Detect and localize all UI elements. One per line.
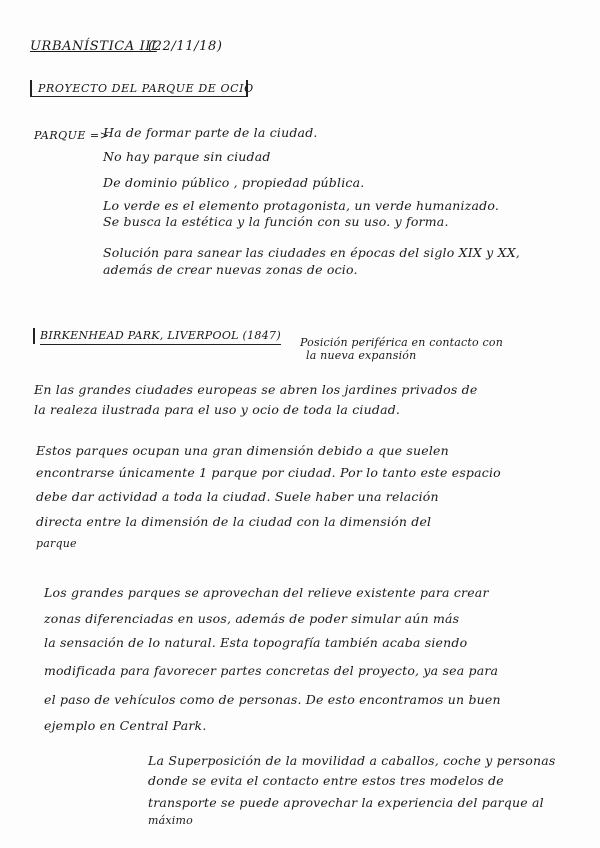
section-title: PROYECTO DEL PARQUE DE OCIO: [38, 82, 254, 95]
parque-line-4: Lo verde es el elemento protagonista, un verde humanizado.: [103, 198, 500, 213]
birkenhead-note-2: la nueva expansión: [306, 349, 417, 362]
p3-line-2: zonas diferenciadas en usos, además de poder simular aún más: [44, 611, 460, 626]
parque-line-6: Solución para sanear las ciudades en épocas del siglo XIX y XX,: [103, 245, 520, 260]
p2-line-5: parque: [36, 537, 77, 550]
date-label: (22/11/18): [148, 39, 223, 54]
p3-line-5: el paso de vehículos como de personas. De esto encontramos un buen: [44, 692, 501, 707]
p4-line-3: transporte se puede aprovechar la experiencia del parque al: [148, 795, 544, 810]
p2-line-3: debe dar actividad a toda la ciudad. Suele haber una relación: [36, 489, 439, 504]
p3-line-3: la sensación de lo natural. Esta topografía también acaba siendo: [44, 635, 468, 650]
p3-line-1: Los grandes parques se aprovechan del relieve existente para crear: [44, 585, 489, 600]
parque-line-1: Ha de formar parte de la ciudad.: [103, 125, 318, 140]
parque-line-5: Se busca la estética y la función con su uso. y forma.: [103, 214, 449, 229]
p1-line-2: la realeza ilustrada para el uso y ocio de toda la ciudad.: [34, 402, 401, 417]
parque-line-3: De dominio público , propiedad pública.: [103, 175, 365, 190]
course-title: URBANÍSTICA III: [30, 39, 157, 54]
p3-line-6: ejemplo en Central Park.: [44, 718, 207, 733]
p3-line-4: modificada para favorecer partes concretas del proyecto, ya sea para: [44, 663, 499, 678]
parque-line-2: No hay parque sin ciudad: [103, 149, 271, 164]
p4-line-4: máximo: [148, 814, 193, 827]
p2-line-1: Estos parques ocupan una gran dimensión debido a que suelen: [36, 443, 449, 458]
p1-line-1: En las grandes ciudades europeas se abren los jardines privados de: [34, 382, 478, 397]
p2-line-2: encontrarse únicamente 1 parque por ciudad. Por lo tanto este espacio: [36, 465, 501, 480]
birkenhead-heading: BIRKENHEAD PARK, LIVERPOOL (1847): [40, 330, 281, 345]
p2-line-4: directa entre la dimensión de la ciudad con la dimensión del: [36, 514, 432, 529]
p4-line-1: La Superposición de la movilidad a caballos, coche y personas: [148, 753, 556, 768]
parque-label: PARQUE =>: [34, 129, 110, 142]
birkenhead-note-1: Posición periférica en contacto con: [300, 336, 504, 349]
parque-line-7: además de crear nuevas zonas de ocio.: [103, 262, 358, 277]
p4-line-2: donde se evita el contacto entre estos tres modelos de: [148, 773, 504, 788]
heading-marker: [33, 328, 35, 344]
